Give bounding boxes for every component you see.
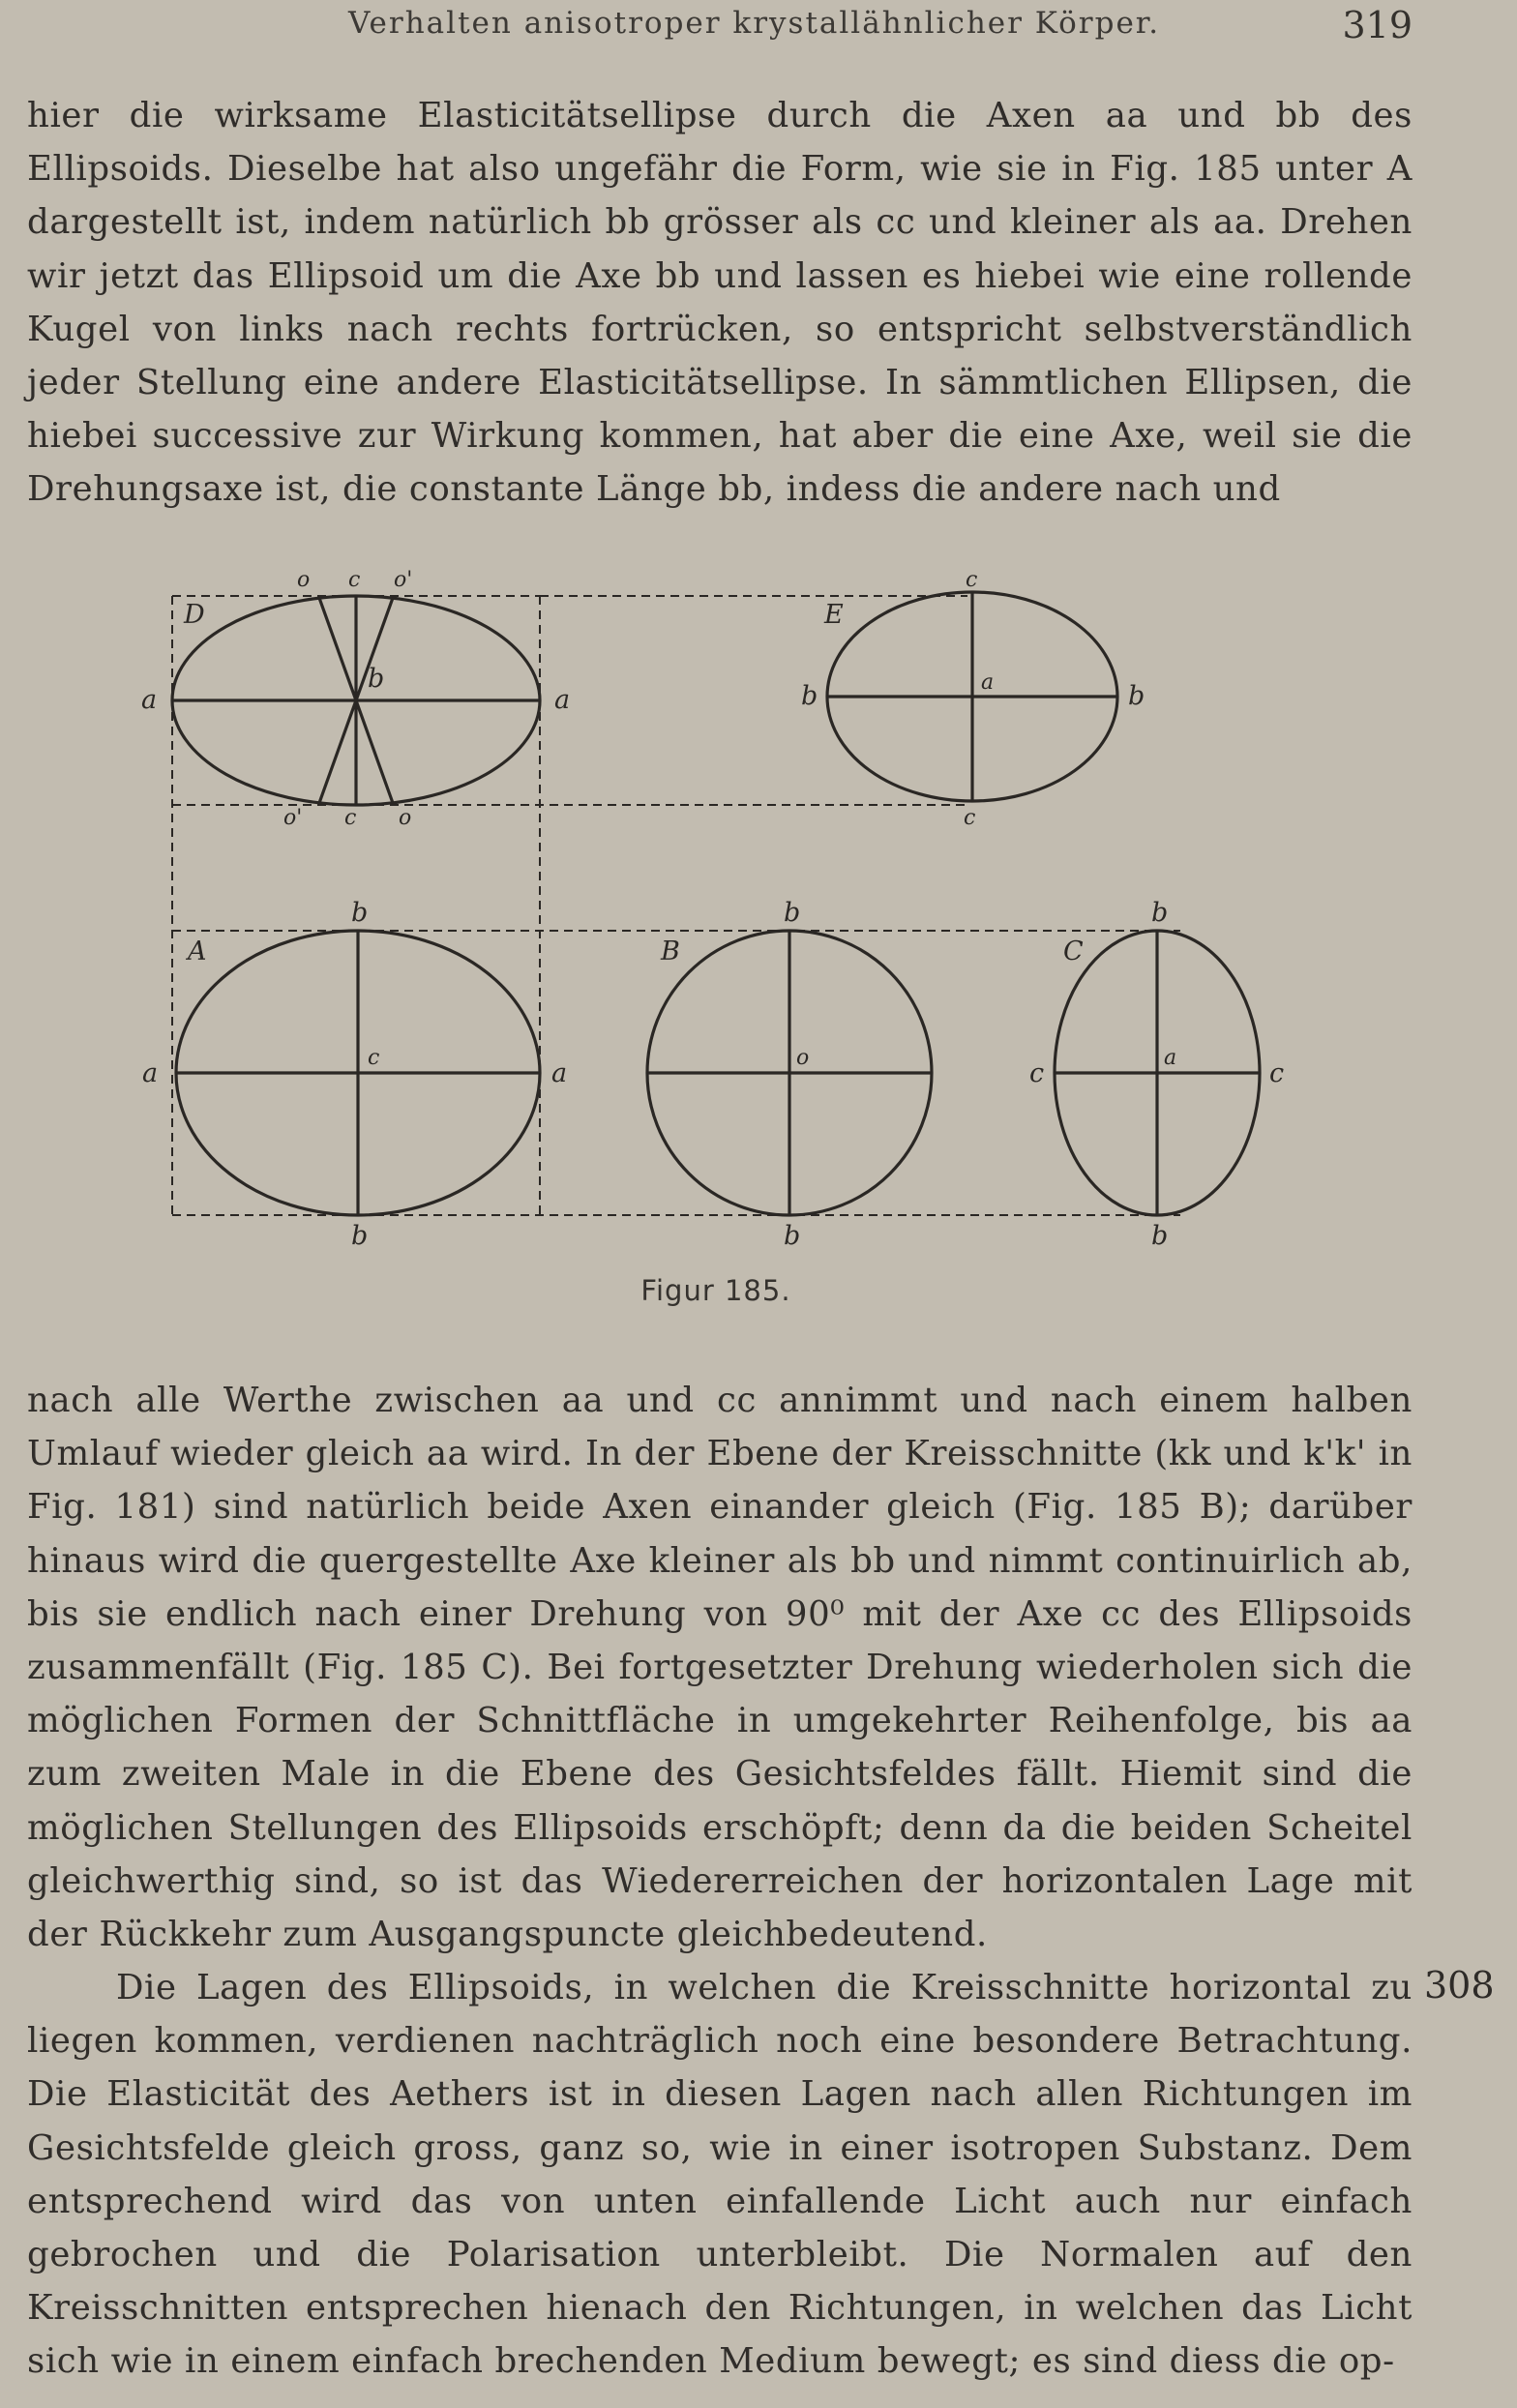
panel-E-label-b-left: b — [801, 681, 818, 711]
paragraph-top-text: hier die wirksame Elasticitätsellipse durch die Axen aa und bb des Ellipsoids. Dieselbe hat also ungefähr die Form, wie sie in Fig. 185 unter A dargestellt ist, indem natürlich bb grösser als cc und kleiner als aa. Drehen wir jetzt das Ellipsoid um die Axe bb und lassen es hiebei wie eine rollende Kugel von links nach rechts fortrücken, so entspricht selbstverständlich jeder Stellung eine andere Elasticitätsellipse. In sämmtlichen Ellipsen, die hiebei successive zur Wirkung kommen, hat aber die eine Axe, weil sie die Drehungsaxe ist, die constante Länge bb, indess die andere nach und — [27, 96, 1413, 510]
panel-C-label-b-top: b — [1151, 898, 1169, 928]
panel-A-label-a-left: a — [142, 1058, 159, 1088]
panel-B-label-b-bottom: b — [784, 1221, 801, 1251]
panel-D-label-a-right: a — [554, 685, 571, 715]
paragraph-bottom — [27, 1961, 1413, 2389]
panel-E-label-c-top: c — [966, 568, 978, 592]
paragraph-bottom-text: Die Lagen des Ellipsoids, in welchen die Kreisschnitte horizontal zu liegen kommen, verdienen nachträglich noch eine besondere Betrachtung. Die Elasticität des Aethers ist in diesen Lagen nach allen Richtungen im Gesichtsfelde gleich gross, ganz so, wie in einer isotropen Substanz. Dem entsprechend wird das von unten einfallende Licht auch nur einfach gebrochen und die Polarisation unterbleibt. Die Normalen auf den Kreisschnitten entsprechen hienach den Richtungen, in welchen das Licht sich wie in einem einfach brechenden Medium bewegt; es sind diess die op- — [27, 1968, 1413, 2382]
panel-D-label-o-bottom: o — [399, 806, 412, 830]
panel-C-ellipse — [1055, 931, 1260, 1215]
panel-A-label-b-bottom: b — [351, 1221, 369, 1251]
panel-E-ellipse — [827, 592, 1117, 801]
running-title: Verhalten anisotroper krystallähnlicher Körper. — [348, 6, 1161, 41]
panel-D-ellipse — [172, 596, 540, 805]
panel-B-letter: B — [661, 936, 680, 966]
panel-D-label-o-prime-top: o' — [394, 568, 413, 592]
panel-D-label-b-center: b — [368, 664, 385, 694]
panel-C-letter: C — [1063, 936, 1084, 966]
panel-D-label-o-top: o — [297, 568, 311, 592]
panel-C-label-c-left: c — [1029, 1058, 1045, 1088]
panel-D-label-c-top: c — [348, 568, 361, 592]
panel-B-label-b-top: b — [784, 898, 801, 928]
panel-A-ellipse — [176, 931, 540, 1215]
panel-C-label-a-center: a — [1164, 1046, 1177, 1070]
figure-drawing — [0, 542, 1517, 1335]
panel-D-letter: D — [184, 600, 205, 630]
panel-B-circle — [647, 931, 932, 1215]
panel-A-label-a-right: a — [551, 1058, 568, 1088]
paragraph-top — [27, 89, 1413, 517]
panel-D-label-o-prime-bottom: o' — [283, 806, 303, 830]
panel-C-label-c-right: c — [1269, 1058, 1285, 1088]
panel-E-label-b-right: b — [1128, 681, 1145, 711]
panel-C-label-b-bottom: b — [1151, 1221, 1169, 1251]
panel-D-label-a-left: a — [141, 685, 158, 715]
page-number: 319 — [1342, 4, 1413, 46]
panel-E-label-a-center: a — [981, 670, 995, 695]
panel-A-label-b-top: b — [351, 898, 369, 928]
page-header — [29, 4, 1413, 52]
panel-A-letter: A — [188, 936, 207, 966]
figure-185 — [0, 542, 1517, 1335]
dashed-frame-lines — [172, 596, 1180, 1215]
paragraph-middle — [27, 1374, 1413, 1961]
panel-B-label-o-center: o — [796, 1046, 810, 1070]
panel-D-label-c-bottom: c — [344, 806, 357, 830]
paragraph-middle-text: nach alle Werthe zwischen aa und cc annimmt und nach einem halben Umlauf wieder gleich aa wird. In der Ebene der Kreisschnitte (kk und k'k' in Fig. 181) sind natürlich beide Axen einander gleich (Fig. 185 B); darüber hinaus wird die quergestellte Axe kleiner als bb und nimmt continuirlich ab, bis sie endlich nach einer Drehung von 90⁰ mit der Axe cc des Ellipsoids zusammenfällt (Fig. 185 C). Bei fortgesetzter Drehung wiederholen sich die möglichen Formen der Schnittfläche in umgekehrter Reihenfolge, bis aa zum zweiten Male in die Ebene des Gesichtsfeldes fällt. Hiemit sind die möglichen Stellungen des Ellipsoids erschöpft; denn da die beiden Scheitel gleichwerthig sind, so ist das Wiedererreichen der horizontalen Lage mit der Rückkehr zum Ausgangspuncte gleichbedeutend. — [27, 1381, 1413, 1955]
panel-E-label-c-bottom: c — [964, 806, 976, 830]
panel-E-letter: E — [824, 600, 844, 630]
panel-A-label-c-center: c — [368, 1046, 380, 1070]
margin-paragraph-number: 308 — [1424, 1964, 1495, 2007]
figure-caption: Figur 185. — [640, 1274, 791, 1307]
